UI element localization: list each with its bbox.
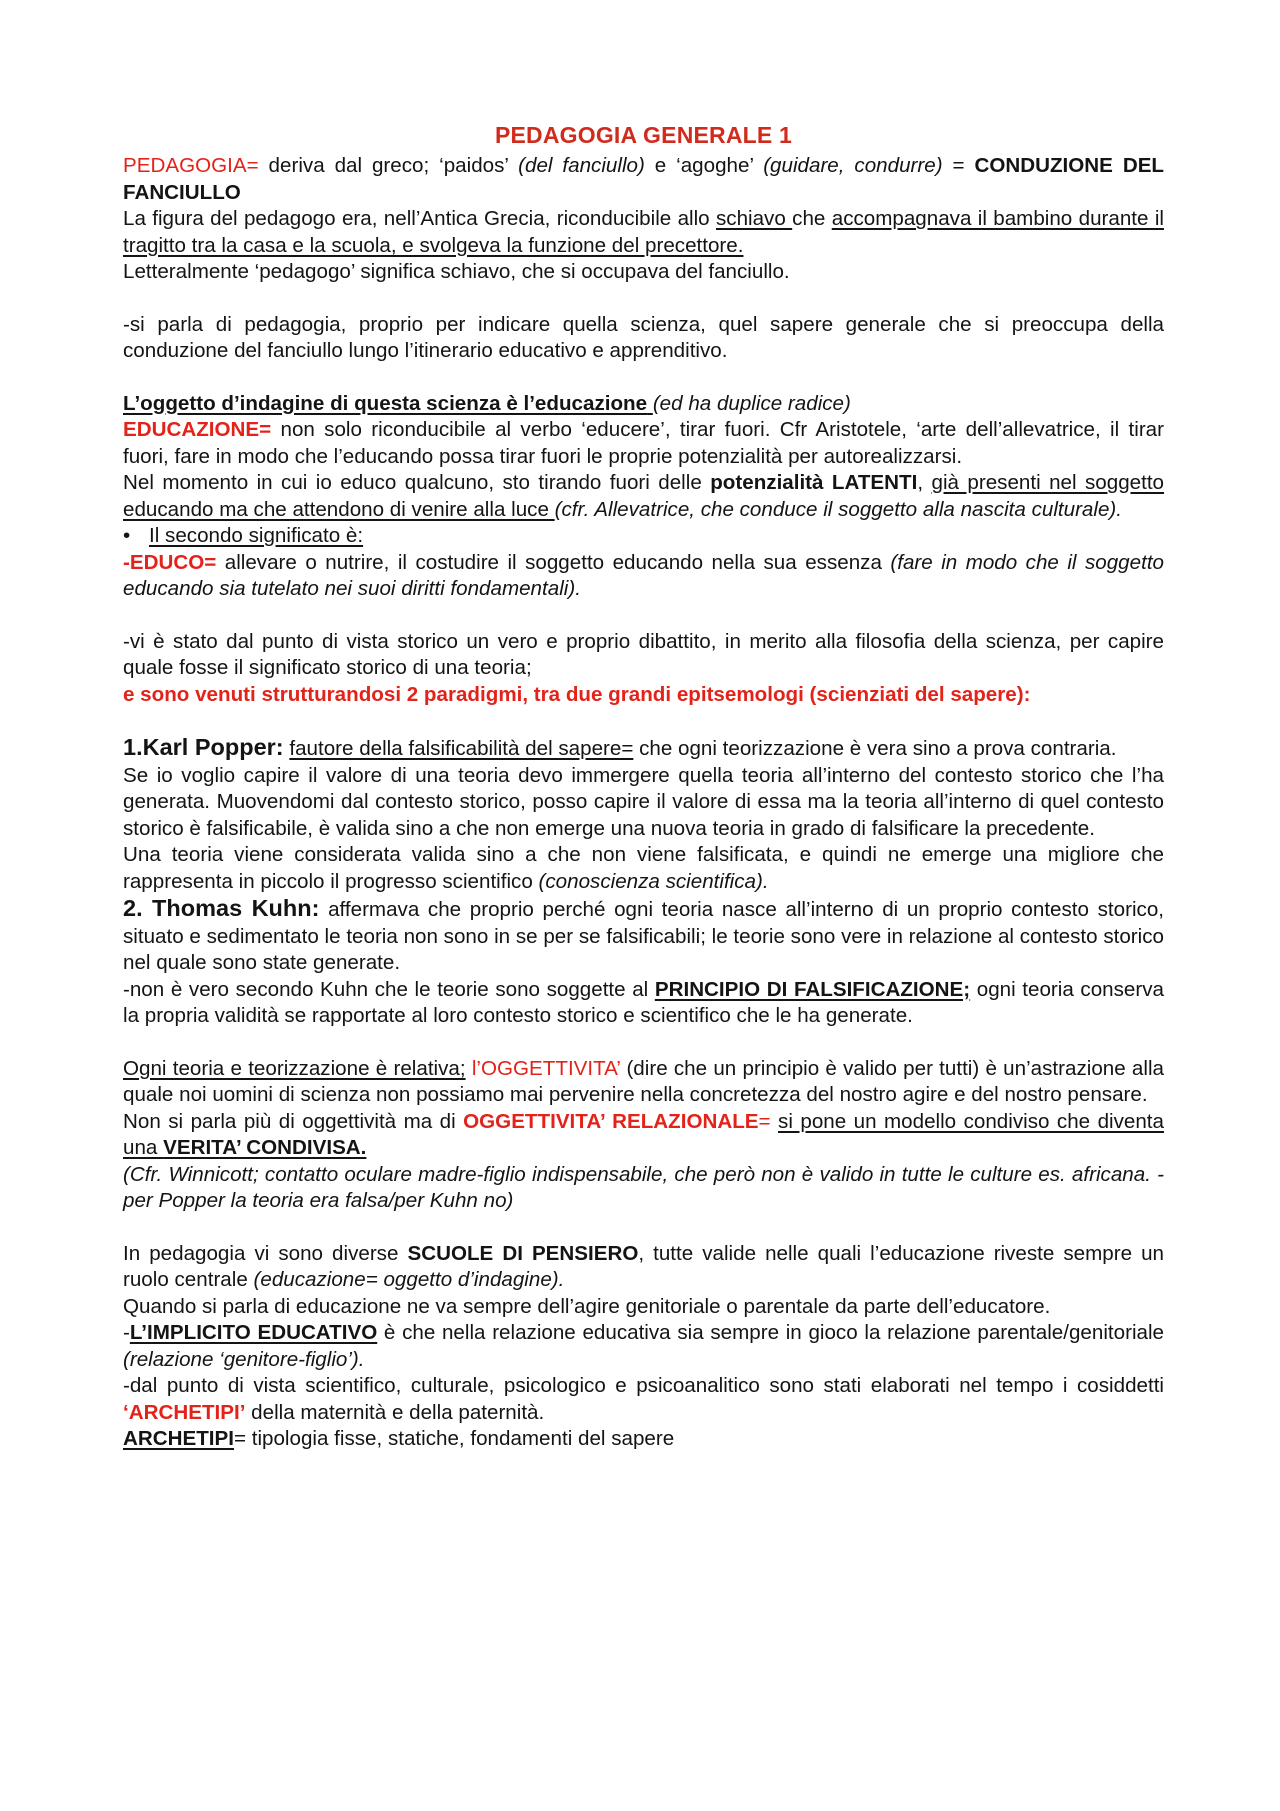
paragraph-pedagogia-definition <box>123 153 1164 206</box>
paragraph-pedagogo-figure <box>123 206 1164 259</box>
italic-span: (guidare, condurre) <box>763 154 943 177</box>
paragraph-historical-debate: -vi è stato dal punto di vista storico un vero e proprio dibattito, in merito alla filosofia della scienza, per capire quale fosse il significato storico di una teoria; <box>123 629 1164 679</box>
italic-span: (conoscienza scientifica). <box>538 869 769 893</box>
paragraph-archetypes-definition <box>123 1426 1164 1453</box>
text-span: In pedagogia vi sono diverse <box>123 1241 408 1265</box>
text-span: è che nella relazione educativa sia sempre in gioco la relazione parentale/genitoriale <box>377 1321 1165 1344</box>
term-educo: -EDUCO= <box>123 550 217 574</box>
italic-span: (del fanciullo) <box>518 154 645 177</box>
underline-span: già presenti nel soggetto educando ma che attendono di venire alla luce <box>123 471 1165 521</box>
term-oggettivita-relazionale: OGGETTIVITA’ RELAZIONALE <box>463 1109 759 1133</box>
paragraph-karl-popper <box>123 734 1164 763</box>
paragraph-kuhn-falsification <box>123 977 1164 1030</box>
text-span: La figura del pedagogo era, nell’Antica Grecia, riconducibile allo <box>123 207 716 230</box>
text-span: Nel momento in cui io educo qualcuno, sto tirando fuori delle <box>123 471 711 494</box>
text-span: e ‘agoghe’ <box>644 154 764 177</box>
italic-span: (ed ha duplice radice) <box>652 391 851 415</box>
spacer <box>123 708 1164 734</box>
text-span: che ogni teorizzazione è vera sino a prova contraria. <box>633 737 1117 760</box>
paragraph-latent-potential <box>123 470 1164 523</box>
bold-underline-span: L’oggetto d’indagine di questa scienza è l’educazione <box>123 391 648 415</box>
bullet-second-meaning <box>123 523 1164 550</box>
spacer <box>123 286 1164 312</box>
italic-span: (cfr. Allevatrice, che conduce il soggetto alla nascita culturale). <box>554 497 1122 521</box>
underline-span: accompagnava il bambino durante il tragitto tra la casa e la scuola, e svolgeva la funzione del precettore. <box>123 207 1164 257</box>
underline-span: si pone un modello condiviso che diventa una <box>123 1109 1164 1159</box>
term-pedagogia: PEDAGOGIA= <box>123 154 259 177</box>
text-span: Non si parla più di oggettività ma di <box>123 1109 464 1133</box>
bold-span: SCUOLE DI PENSIERO <box>407 1241 639 1265</box>
paragraph-implicit-educational <box>123 1320 1164 1373</box>
text-span: deriva dal greco; ‘paidos’ <box>258 154 519 177</box>
term-educazione: EDUCAZIONE= <box>123 418 272 441</box>
paragraph-relational-objectivity <box>123 1109 1164 1162</box>
text-span: -dal punto di vista scientifico, culturale, psicologico e psicoanalitico sono stati elaborati nel tempo i cosiddetti <box>123 1374 1164 1397</box>
paragraph-educazione <box>123 417 1164 470</box>
paragraph-object-of-study <box>123 391 1164 418</box>
text-span: affermava che proprio perché ogni teoria nasce all’interno di un proprio contesto storico, situato e sedimentato le teoria non sono in se per se falsificabili; le teorie sono vere in relazione al contesto storico nel quale sono state generate. <box>123 898 1164 974</box>
text-span: non solo riconducibile al verbo ‘educere’, tirar fuori. Cfr Aristotele, ‘arte dell’allevatrice, il tirar fuori, fare in modo che l’educando possa tirar fuori le proprie potenzialità per autorealizzarsi. <box>123 418 1164 468</box>
paragraph-parental-action: Quando si parla di educazione ne va sempre dell’agire genitoriale o parentale da parte dell’educatore. <box>123 1294 1051 1318</box>
bold-underline-span: VERITA’ CONDIVISA. <box>163 1136 367 1159</box>
text-span: = tipologia fisse, statiche, fondamenti del sapere <box>233 1427 675 1450</box>
text-span: Una teoria viene considerata valida sino a che non viene falsificata, e quindi ne emerge una migliore che rappresenta in piccolo il progresso scientifico <box>123 843 1164 893</box>
text-span: -non è vero secondo Kuhn che le teorie sono soggette al <box>123 977 655 1001</box>
spacer <box>123 603 1164 629</box>
term-oggettivita: l’OGGETTIVITA’ <box>471 1056 621 1080</box>
underline-span: Ogni teoria e teorizzazione è relativa; <box>123 1056 466 1080</box>
underline-span: Il secondo significato è: <box>149 524 364 547</box>
paragraph-winnicott: (Cfr. Winnicott; contatto oculare madre-figlio indispensabile, che però non è valido in tutte le culture es. africana. -per Popper la teoria era falsa/per Kuhn no) <box>123 1162 1164 1212</box>
text-span: = <box>758 1109 771 1133</box>
text-span: , tutte valide nelle quali l’educazione riveste sempre un ruolo centrale <box>123 1241 1164 1291</box>
term-archetipi: ‘ARCHETIPI’ <box>123 1400 246 1424</box>
spacer <box>123 1215 1164 1241</box>
bold-underline-span: L’IMPLICITO EDUCATIVO <box>129 1321 378 1344</box>
paragraph-pedagogy-science: -si parla di pedagogia, proprio per indicare quella scienza, quel sapere generale che si preoccupa della conduzione del fanciullo lungo l’itinerario educativo e apprenditivo. <box>123 312 1164 362</box>
paragraph-archetypes-intro <box>123 1373 1164 1426</box>
paragraph-literal-meaning: Letteralmente ‘pedagogo’ significa schiavo, che si occupava del fanciullo. <box>123 260 790 283</box>
text-span: ogni teoria conserva la propria validità se rapportate al loro contesto storico e scientifico che le ha generate. <box>123 977 1164 1027</box>
text-span: , <box>917 471 932 494</box>
paragraph-schools-of-thought <box>123 1241 1164 1294</box>
paragraph-popper-progress <box>123 842 1164 895</box>
text-span <box>771 1110 778 1133</box>
italic-span: (educazione= oggetto d’indagine). <box>253 1268 565 1291</box>
paragraph-two-paradigms: e sono venuti strutturandosi 2 paradigmi, tra due grandi epitsemologi (scienziati del sapere): <box>123 682 1031 706</box>
text-span: che <box>792 207 832 230</box>
text-span: - <box>123 1321 130 1344</box>
paragraph-thomas-kuhn <box>123 895 1164 977</box>
text-span: della maternità e della paternità. <box>245 1400 545 1424</box>
italic-span: (fare in modo che il soggetto educando sia tutelato nei suoi diritti fondamentali). <box>123 550 1164 600</box>
bold-underline-span: ARCHETIPI <box>123 1427 234 1450</box>
bold-span: potenzialità LATENTI <box>710 471 918 494</box>
bold-span: CONDUZIONE DEL FANCIULLO <box>123 154 1165 204</box>
bold-underline-span: PRINCIPIO DI FALSIFICAZIONE; <box>654 977 971 1001</box>
heading-karl-popper: 1.Karl Popper: <box>123 734 284 760</box>
paragraph-educo <box>123 550 1164 603</box>
text-span: (dire che un principio è valido per tutti) è un’astrazione alla quale noi uomini di scienza non possiamo mai pervenire nella concretezza del nostro agire e del nostro pensare. <box>123 1056 1164 1106</box>
text-span: = <box>942 154 975 177</box>
underline-span: fautore della falsificabilità del sapere= <box>289 737 634 760</box>
bullet-icon: • <box>123 524 131 547</box>
spacer <box>123 1030 1164 1056</box>
text-span: allevare o nutrire, il costudire il soggetto educando nella sua essenza <box>216 550 891 574</box>
page-title: PEDAGOGIA GENERALE 1 <box>494 122 793 148</box>
italic-span: (relazione ‘genitore-figlio’). <box>123 1347 365 1371</box>
paragraph-objectivity <box>123 1056 1164 1109</box>
heading-thomas-kuhn: 2. Thomas Kuhn: <box>123 895 320 921</box>
spacer <box>123 365 1164 391</box>
underline-span: schiavo <box>715 207 793 230</box>
paragraph-popper-context: Se io voglio capire il valore di una teoria devo immergere quella teoria all’interno del contesto storico che l’ha generata. Muovendomi dal contesto storico, posso capire il valore di essa ma la teoria all’interno di quel contesto storico è falsificabile, è valida sino a che non emerge una nuova teoria in grado di falsificare la precedente. <box>123 763 1164 840</box>
